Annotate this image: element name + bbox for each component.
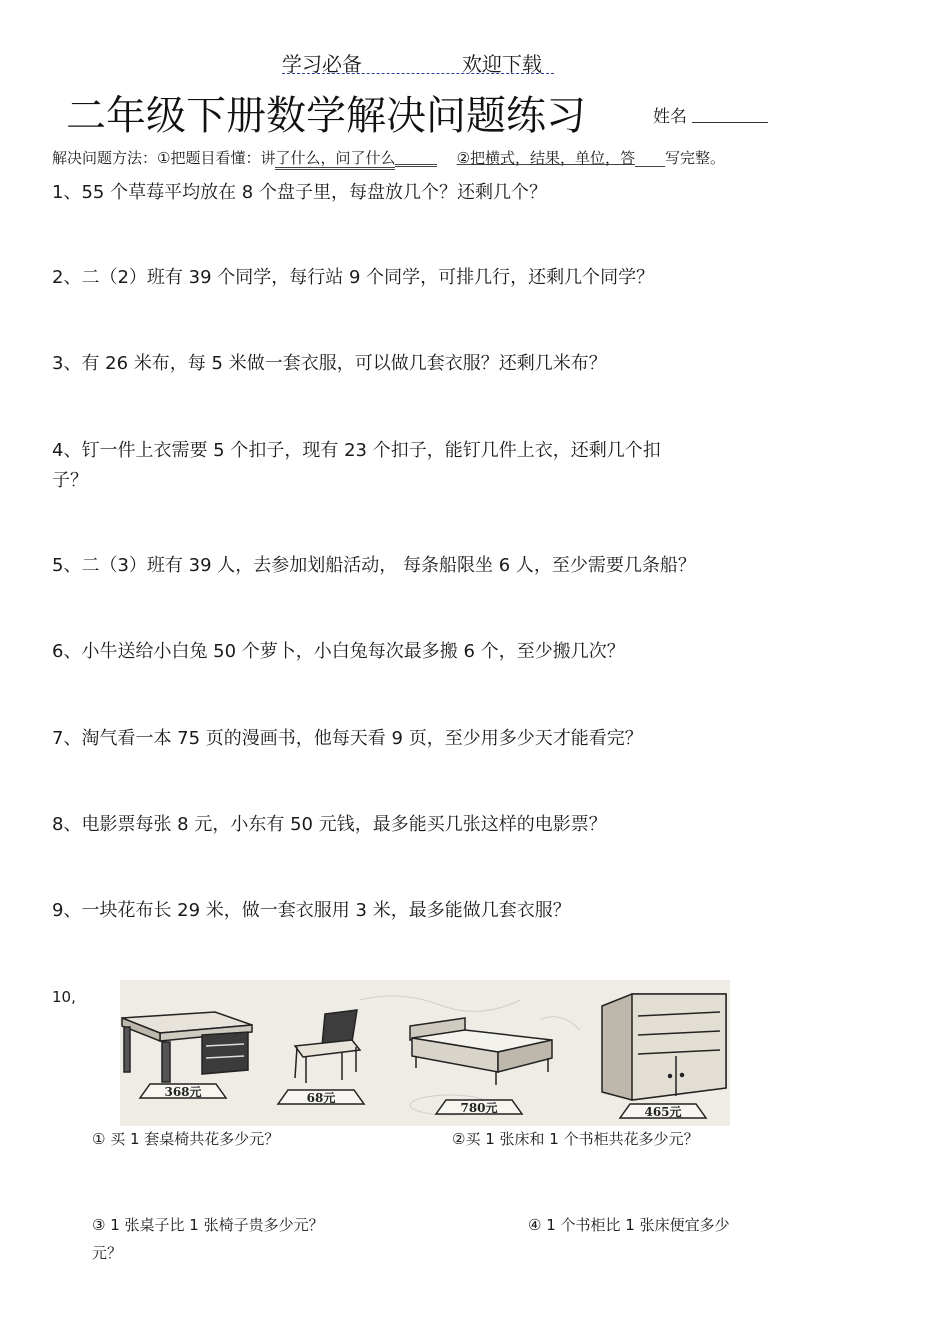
header-left-text: 学习必备 (282, 52, 362, 76)
question-10-sub-4: ④ 1 个书柜比 1 张床便宜多少 (528, 1216, 730, 1234)
price-tag-bookcase (620, 1104, 706, 1119)
question-number: 2、 (52, 267, 82, 288)
method-what-said: 了什么，问 (275, 149, 350, 170)
question-number: 7、 (52, 728, 82, 749)
chair-illustration (295, 1010, 360, 1083)
question-text: 二（3）班有 39 人，去参加划船活动， 每条船限坐 6 人，至少需要几条船？ (81, 555, 696, 576)
bed-illustration (410, 1018, 552, 1085)
question-10-sub-2: ②买 1 张床和 1 个书柜共花多少元？ (452, 1130, 699, 1148)
method-what-asked: 了什么 (350, 149, 395, 170)
problem-solving-method (52, 147, 725, 168)
question-1 (52, 178, 547, 208)
question-number: 6、 (52, 641, 82, 662)
price-desk: 368元 (164, 1085, 202, 1099)
desk-illustration (122, 1012, 252, 1082)
question-number: 1、 (52, 182, 82, 203)
question-5 (52, 551, 696, 581)
question-7 (52, 724, 643, 754)
question-text: 一块花布长 29 米，做一套衣服用 3 米，最多能做几套衣服？ (81, 900, 571, 921)
question-10-sub-4-continuation: 元？ (92, 1244, 123, 1262)
question-text: 电影票每张 8 元，小东有 50 元钱，最多能买几张这样的电影票？ (81, 814, 607, 835)
question-number: 5、 (52, 555, 82, 576)
furniture-price-picture (120, 980, 730, 1126)
method-suffix: 写完整。 (665, 149, 726, 167)
price-tag-desk (140, 1084, 226, 1099)
method-step2: ②把横式，结果，单位，答 (456, 149, 636, 167)
worksheet-title: 二年级下册数学解决问题练习 (66, 93, 586, 139)
question-8 (52, 810, 607, 840)
question-10-sub-3: ③ 1 张桌子比 1 张椅子贵多少元？ (92, 1216, 324, 1234)
question-number: 9、 (52, 900, 82, 921)
question-number: 8、 (52, 814, 82, 835)
price-tag-chair (278, 1090, 364, 1105)
question-3 (52, 349, 607, 379)
question-9 (52, 896, 571, 926)
question-4 (52, 436, 661, 466)
question-text: 淘气看一本 75 页的漫画书，他每天看 9 页，至少用多少天才能看完？ (81, 728, 643, 749)
question-number: 4、 (52, 440, 82, 461)
price-tag-bed (436, 1100, 522, 1115)
question-text: 二（2）班有 39 个同学，每行站 9 个同学，可排几行，还剩几个同学？ (81, 267, 655, 288)
method-blank-2 (635, 152, 665, 167)
method-blank-1 (395, 150, 437, 167)
question-10-sub-1: ① 买 1 套桌椅共花多少元？ (92, 1130, 280, 1148)
name-label: 姓名 (653, 107, 687, 127)
question-text: 有 26 米布，每 5 米做一套衣服，可以做几套衣服？还剩几米布？ (81, 353, 607, 374)
question-text: 钉一件上衣需要 5 个扣子，现有 23 个扣子，能钉几件上衣，还剩几个扣 (81, 440, 661, 461)
price-bed: 780元 (460, 1101, 498, 1115)
price-chair: 68元 (306, 1091, 336, 1105)
question-text: 小牛送给小白兔 50 个萝卜，小白兔每次最多搬 6 个，至少搬几次？ (81, 641, 625, 662)
question-2 (52, 263, 654, 293)
name-blank-line[interactable] (692, 122, 768, 123)
question-10-number: 10, (52, 988, 76, 1006)
bookcase-illustration (602, 994, 726, 1100)
question-text: 55 个草莓平均放在 8 个盘子里，每盘放几个？还剩几个？ (81, 182, 547, 203)
header-dashed-underline (282, 73, 554, 74)
header-right-text: 欢迎下载 (462, 52, 542, 76)
price-bookcase: 465元 (644, 1105, 682, 1119)
question-number: 3、 (52, 353, 82, 374)
question-4-continuation: 子？ (52, 470, 88, 491)
question-6 (52, 637, 625, 667)
method-prefix: 解决问题方法：①把题目看懂：讲 (52, 149, 276, 167)
